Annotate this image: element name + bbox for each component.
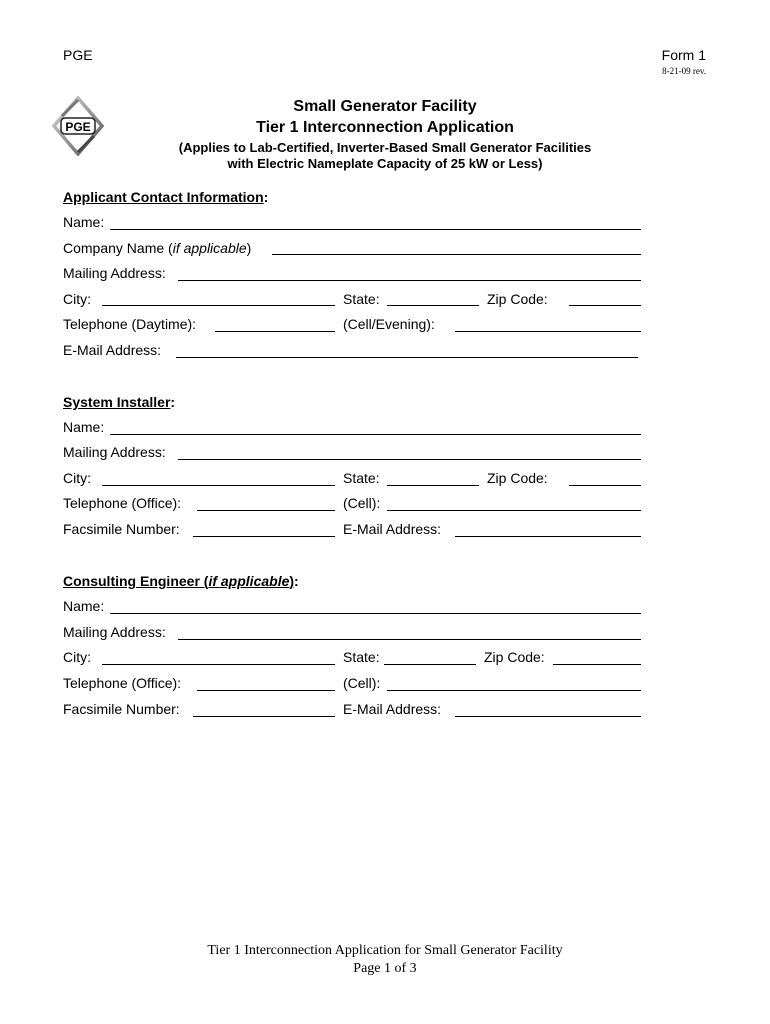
title-line-2: Tier 1 Interconnection Application <box>256 119 514 136</box>
applicant-zip-label: Zip Code: <box>487 291 548 307</box>
footer-title: Tier 1 Interconnection Application for Small Generator Facility <box>207 943 563 958</box>
applicant-cell-evening-label: (Cell/Evening): <box>343 316 435 332</box>
applicant-email-label: E-Mail Address: <box>63 342 162 358</box>
applicant-city-label: City: <box>63 291 91 307</box>
applicant-tel-day-label: Telephone (Daytime): <box>63 316 197 332</box>
installer-mailing-field[interactable] <box>178 459 641 460</box>
applicant-state-label: State: <box>343 291 380 307</box>
engineer-heading: Consulting Engineer (if applicable): <box>63 573 299 589</box>
engineer-tel-office-field[interactable] <box>197 690 335 691</box>
installer-cell-field[interactable] <box>387 510 641 511</box>
engineer-mailing-label: Mailing Address: <box>63 624 166 640</box>
installer-email-field[interactable] <box>455 536 641 537</box>
applicant-cell-evening-field[interactable] <box>455 331 641 332</box>
applicant-state-field[interactable] <box>387 305 479 306</box>
logo-text: PGE <box>65 120 91 134</box>
applicant-tel-day-field[interactable] <box>215 331 335 332</box>
engineer-zip-field[interactable] <box>553 664 641 665</box>
applicant-mailing-field[interactable] <box>178 280 641 281</box>
installer-fax-field[interactable] <box>193 536 335 537</box>
installer-tel-office-field[interactable] <box>197 510 335 511</box>
title-line-4: with Electric Nameplate Capacity of 25 kW or Less) <box>227 156 543 171</box>
title-line-1: Small Generator Facility <box>293 98 477 115</box>
engineer-mailing-field[interactable] <box>178 639 641 640</box>
engineer-tel-office-label: Telephone (Office): <box>63 675 182 691</box>
installer-heading: System Installer: <box>63 394 176 410</box>
applicant-name-field[interactable] <box>110 229 641 230</box>
engineer-state-field[interactable] <box>384 664 476 665</box>
installer-zip-label: Zip Code: <box>487 470 548 486</box>
title-line-3: (Applies to Lab-Certified, Inverter-Based Small Generator Facilities <box>178 140 592 155</box>
installer-state-label: State: <box>343 470 380 486</box>
engineer-name-label: Name: <box>63 598 105 614</box>
applicant-name-label: Name: <box>63 214 105 230</box>
engineer-email-field[interactable] <box>455 716 641 717</box>
engineer-fax-label: Facsimile Number: <box>63 701 180 717</box>
installer-state-field[interactable] <box>387 485 479 486</box>
installer-email-label: E-Mail Address: <box>343 521 442 537</box>
installer-tel-office-label: Telephone (Office): <box>63 495 182 511</box>
applicant-email-field[interactable] <box>176 357 638 358</box>
engineer-city-field[interactable] <box>102 664 335 665</box>
engineer-name-field[interactable] <box>110 613 641 614</box>
engineer-cell-label: (Cell): <box>343 675 381 691</box>
installer-city-label: City: <box>63 470 91 486</box>
applicant-company-field[interactable] <box>272 254 641 255</box>
header-form-number: Form 1 <box>661 47 706 63</box>
installer-fax-label: Facsimile Number: <box>63 521 180 537</box>
engineer-zip-label: Zip Code: <box>484 649 545 665</box>
applicant-zip-field[interactable] <box>569 305 641 306</box>
installer-zip-field[interactable] <box>569 485 641 486</box>
installer-name-label: Name: <box>63 419 105 435</box>
header-company: PGE <box>63 47 93 63</box>
applicant-mailing-label: Mailing Address: <box>63 265 166 281</box>
installer-mailing-label: Mailing Address: <box>63 444 166 460</box>
footer-page-number: Page 1 of 3 <box>353 961 417 976</box>
engineer-state-label: State: <box>343 649 380 665</box>
applicant-heading: Applicant Contact Information: <box>63 189 269 205</box>
header-revision: 8-21-09 rev. <box>662 66 706 76</box>
engineer-cell-field[interactable] <box>387 690 641 691</box>
installer-city-field[interactable] <box>102 485 335 486</box>
engineer-city-label: City: <box>63 649 91 665</box>
installer-cell-label: (Cell): <box>343 495 381 511</box>
engineer-fax-field[interactable] <box>193 716 335 717</box>
engineer-email-label: E-Mail Address: <box>343 701 442 717</box>
applicant-city-field[interactable] <box>102 305 335 306</box>
installer-name-field[interactable] <box>110 434 641 435</box>
applicant-company-label: Company Name (if applicable) <box>63 240 252 256</box>
